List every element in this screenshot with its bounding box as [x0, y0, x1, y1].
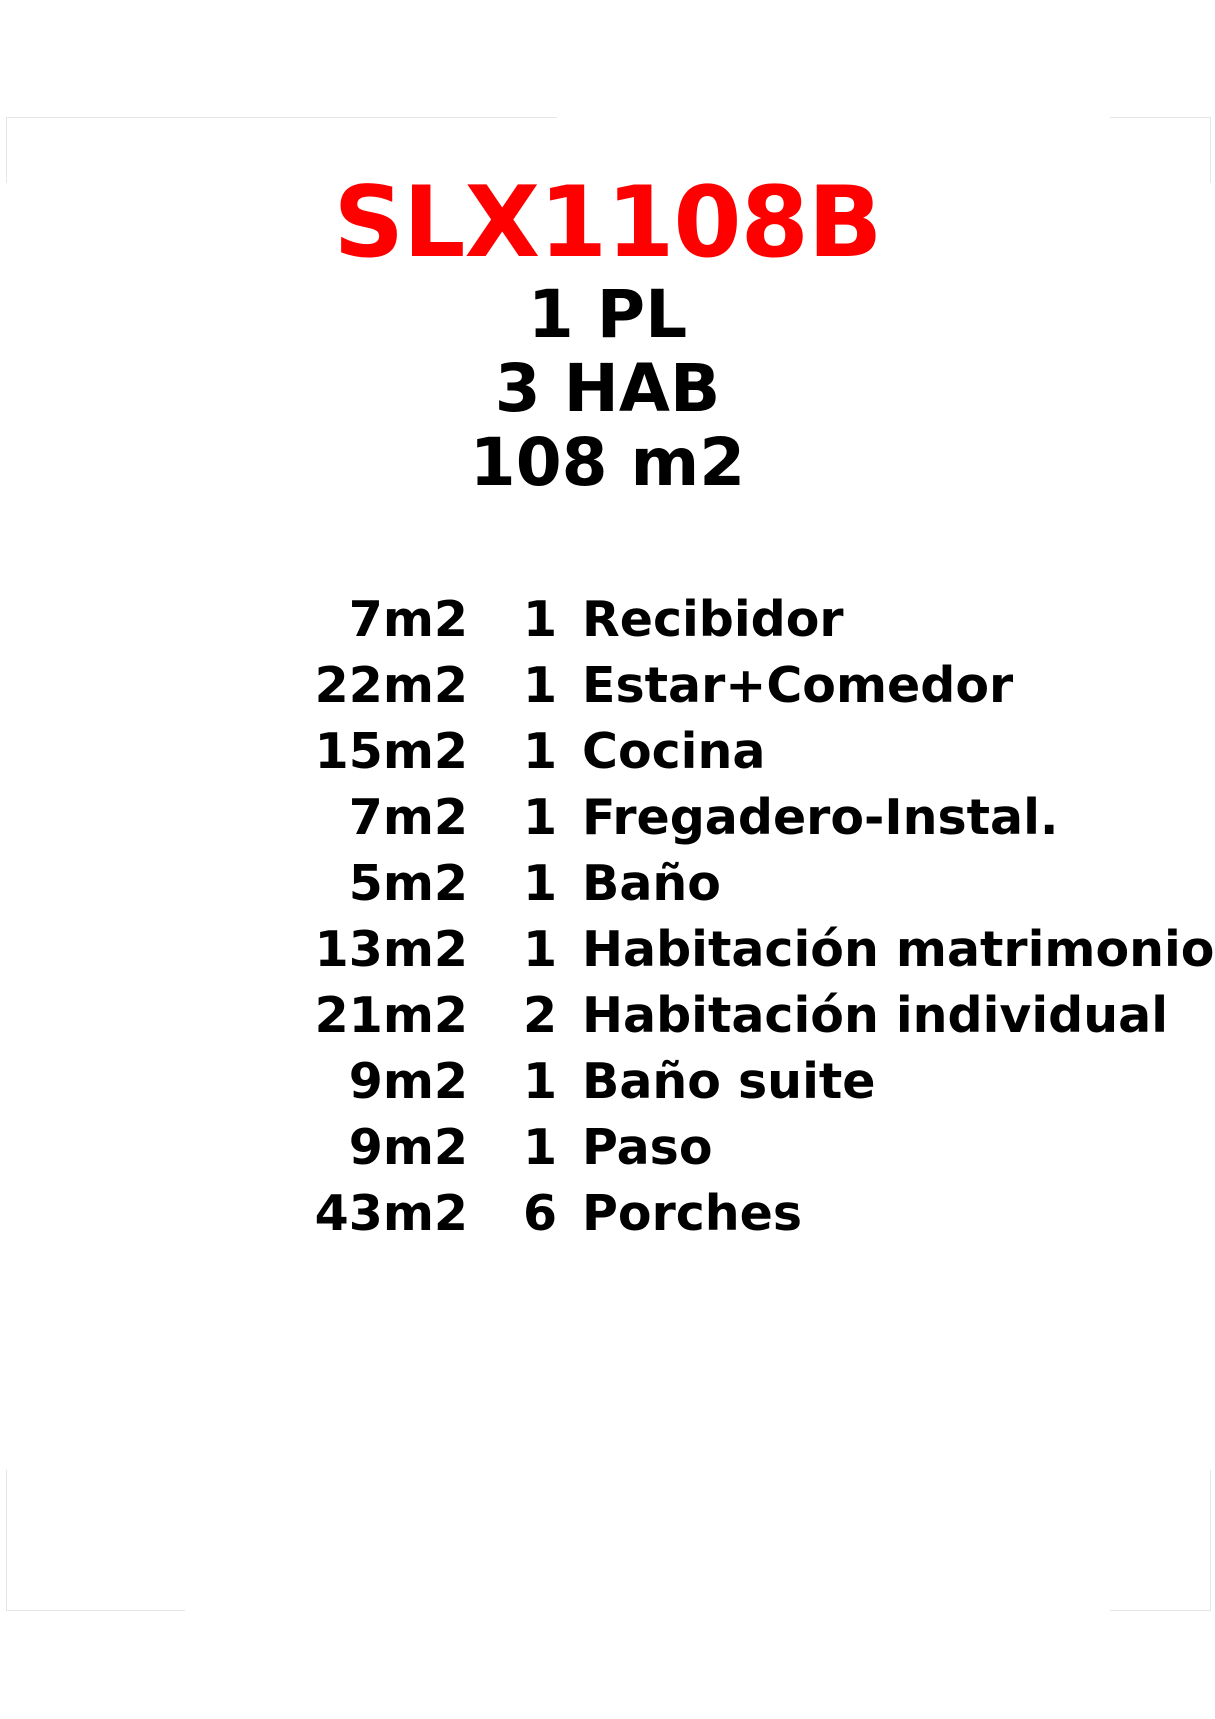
room-quantity: 1 [522, 723, 558, 780]
room-area: 7m2 [348, 789, 468, 846]
room-area: 9m2 [348, 1053, 468, 1110]
room-list [0, 587, 1215, 1247]
room-area: 5m2 [348, 855, 468, 912]
bedrooms-count: 3 HAB [494, 350, 721, 427]
room-row [0, 653, 1215, 719]
room-name: Baño suite [582, 1053, 876, 1110]
room-area: 15m2 [314, 723, 468, 780]
room-row [0, 785, 1215, 851]
plan-code: SLX1108B [333, 166, 882, 280]
room-name: Recibidor [582, 591, 844, 648]
room-name: Habitación individual [582, 987, 1168, 1044]
room-quantity: 6 [522, 1185, 558, 1242]
room-quantity: 1 [522, 921, 558, 978]
room-quantity: 1 [522, 1053, 558, 1110]
room-name: Estar+Comedor [582, 657, 1014, 714]
plan-header [0, 168, 1215, 500]
room-area: 21m2 [314, 987, 468, 1044]
room-name: Porches [582, 1185, 803, 1242]
room-quantity: 1 [522, 591, 558, 648]
room-area: 13m2 [314, 921, 468, 978]
room-area: 9m2 [348, 1119, 468, 1176]
room-row [0, 983, 1215, 1049]
room-name: Baño [582, 855, 721, 912]
room-area: 22m2 [314, 657, 468, 714]
room-name: Paso [582, 1119, 713, 1176]
room-row [0, 587, 1215, 653]
crop-mark-bottom-right [1110, 1470, 1211, 1611]
room-quantity: 1 [522, 1119, 558, 1176]
room-row [0, 719, 1215, 785]
floors-count: 1 PL [527, 276, 688, 353]
room-row [0, 1115, 1215, 1181]
room-name: Habitación matrimonio [582, 921, 1215, 978]
total-area: 108 m2 [469, 424, 746, 501]
room-row [0, 1049, 1215, 1115]
room-name: Fregadero-Instal. [582, 789, 1059, 846]
room-name: Cocina [582, 723, 766, 780]
room-quantity: 2 [522, 987, 558, 1044]
room-row [0, 1181, 1215, 1247]
room-quantity: 1 [522, 855, 558, 912]
room-area: 7m2 [348, 591, 468, 648]
room-row [0, 851, 1215, 917]
room-row [0, 917, 1215, 983]
room-quantity: 1 [522, 657, 558, 714]
room-area: 43m2 [314, 1185, 468, 1242]
crop-mark-bottom-left [6, 1470, 185, 1611]
room-quantity: 1 [522, 789, 558, 846]
